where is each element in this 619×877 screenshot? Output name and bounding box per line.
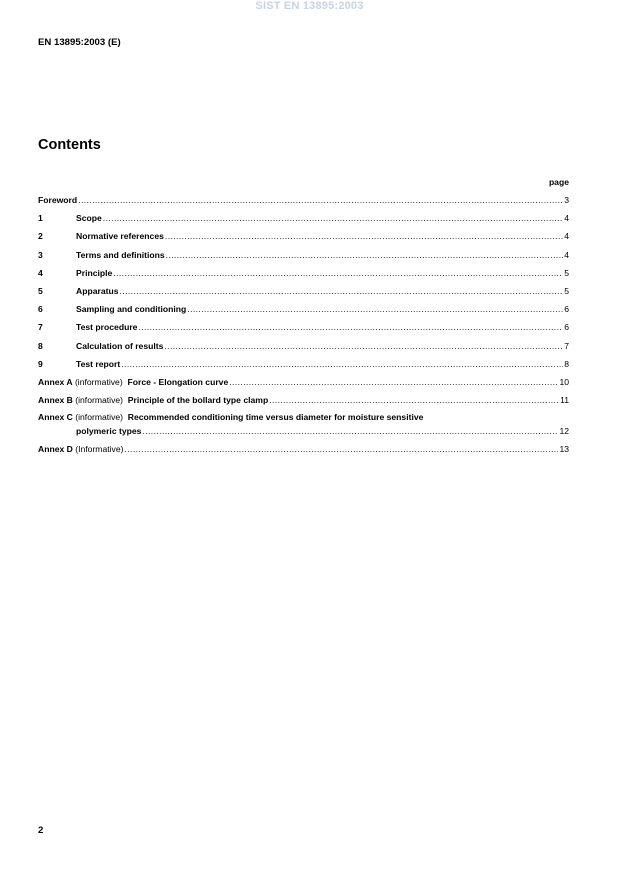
dot-leader (78, 191, 563, 209)
annex-note: (informative) (74, 376, 123, 387)
annex-note: (informative) (75, 412, 124, 423)
toc-entry-page: 4 (564, 213, 569, 224)
annex-note: (informative) (75, 395, 124, 406)
dot-leader (164, 337, 563, 355)
dot-leader (142, 424, 558, 438)
toc-entry-page: 7 (564, 340, 569, 351)
toc-entry-page: 10 (559, 376, 569, 387)
toc-entry-page: 4 (564, 231, 569, 242)
watermark: SIST EN 13895:2003 (255, 0, 364, 12)
dot-leader (103, 209, 563, 227)
toc-entry-label: Apparatus (76, 285, 119, 296)
document-id: EN 13895:2003 (E) (38, 37, 121, 48)
annex-title-line1: Recommended conditioning time versus diameter for moisture sensitive (127, 412, 424, 423)
toc-entry-label: Foreword (38, 195, 78, 205)
toc-entry-number: 3 (38, 249, 43, 260)
toc-entry-number: 9 (38, 358, 43, 369)
toc-entry-label: Sampling and conditioning (76, 304, 187, 315)
toc-entry-label: Principle (76, 267, 113, 278)
toc-entry-number: 4 (38, 267, 43, 278)
annex-note: (Informative) (75, 444, 124, 455)
toc-entry-label: Normative references (76, 231, 164, 242)
toc-annex-b[interactable] (38, 391, 569, 409)
table-of-contents (38, 191, 569, 458)
toc-entry-page: 5 (564, 285, 569, 296)
toc-entry-apparatus[interactable] (38, 282, 569, 300)
toc-entry-normative-references[interactable] (38, 227, 569, 245)
toc-entry-label: Scope (76, 213, 102, 224)
contents-heading: Contents (38, 137, 101, 153)
toc-entry-page: 3 (564, 195, 569, 205)
toc-entry-number: 6 (38, 304, 43, 315)
toc-entry-foreword[interactable] (38, 191, 569, 209)
toc-entry-page: 13 (559, 444, 569, 455)
annex-title: Principle of the bollard type clamp (127, 395, 269, 406)
dot-leader (120, 282, 564, 300)
toc-entry-label: Test report (76, 358, 121, 369)
toc-entry-page: 6 (564, 304, 569, 315)
toc-entry-scope[interactable] (38, 209, 569, 227)
annex-label: Annex D (38, 444, 73, 455)
toc-entry-page: 5 (564, 267, 569, 278)
toc-annex-a[interactable] (38, 373, 569, 391)
toc-entry-page: 12 (559, 426, 569, 437)
page-number: 2 (38, 825, 44, 836)
toc-entry-test-report[interactable] (38, 355, 569, 373)
dot-leader (165, 227, 563, 245)
toc-entry-principle[interactable] (38, 264, 569, 282)
page-column-label: page (548, 177, 569, 187)
toc-entry-number: 5 (38, 285, 43, 296)
toc-entry-number: 7 (38, 322, 43, 333)
toc-entry-page: 4 (564, 249, 569, 260)
toc-annex-c[interactable] (38, 411, 569, 438)
annex-label: Annex C (38, 412, 73, 423)
dot-leader (166, 246, 564, 264)
annex-title: Force - Elongation curve (127, 376, 229, 387)
toc-entry-page: 11 (560, 395, 569, 406)
dot-leader (229, 373, 558, 391)
toc-entry-number: 1 (38, 213, 43, 224)
dot-leader (269, 391, 559, 409)
toc-annex-d[interactable] (38, 440, 569, 458)
dot-leader (187, 300, 563, 318)
dot-leader (113, 264, 563, 282)
toc-entry-page: 8 (564, 358, 569, 369)
toc-entry-test-procedure[interactable] (38, 318, 569, 336)
dot-leader (124, 440, 558, 458)
annex-title-line2: polymeric types (76, 426, 142, 437)
toc-entry-sampling-and-conditioning[interactable] (38, 300, 569, 318)
annex-label: Annex B (38, 395, 73, 406)
annex-label: Annex A (38, 376, 73, 387)
toc-entry-number: 2 (38, 231, 43, 242)
toc-entry-calculation-of-results[interactable] (38, 337, 569, 355)
toc-entry-label: Calculation of results (76, 340, 164, 351)
toc-entry-number: 8 (38, 340, 43, 351)
toc-entry-label: Test procedure (76, 322, 138, 333)
toc-entry-terms-and-definitions[interactable] (38, 246, 569, 264)
toc-entry-page: 6 (564, 322, 569, 333)
dot-leader (121, 355, 563, 373)
dot-leader (138, 318, 563, 336)
toc-entry-label: Terms and definitions (76, 249, 165, 260)
